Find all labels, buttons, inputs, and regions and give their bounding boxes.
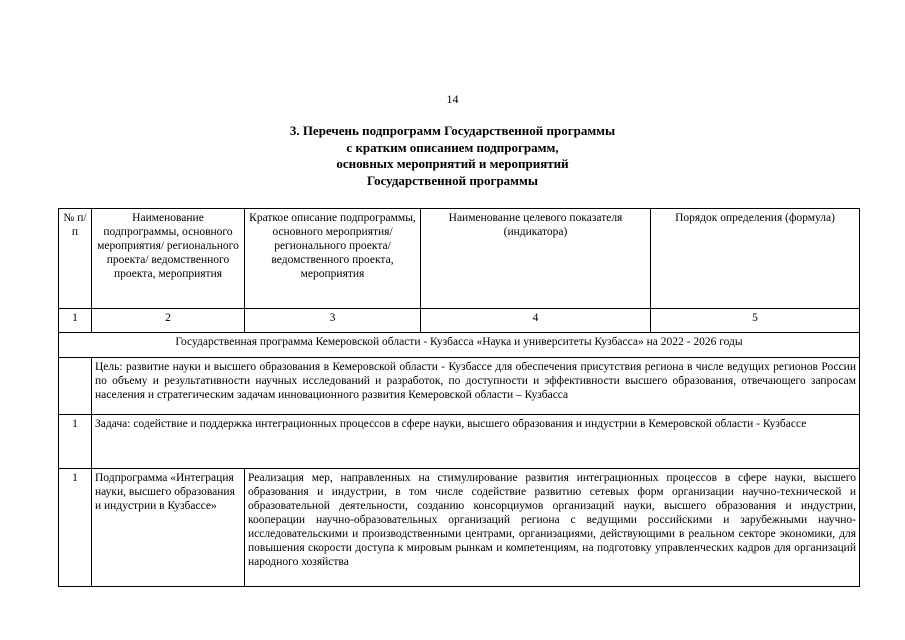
- subprogram-row: [59, 469, 860, 587]
- column-number: 5: [651, 309, 860, 333]
- goal-num-cell: [59, 358, 92, 415]
- program-name: Государственная программа Кемеровской области - Кузбасса «Наука и университеты Кузбасса» на 2022 - 2026 годы: [59, 333, 860, 358]
- task-row: [59, 415, 860, 469]
- subprogram-num: 1: [59, 469, 92, 587]
- column-number: 1: [59, 309, 92, 333]
- document-title: [0, 123, 905, 189]
- goal-text: Цель: развитие науки и высшего образования в Кемеровской области - Кузбассе для обеспечения присутствия региона в числе ведущих регионов России по объему и результативности научных исследований и разработок, по доступности и эффективности высшего образования, отвечающего запросам населения и стратегическим задачам инновационного развития Кемеровской области – Кузбасса: [92, 358, 860, 415]
- title-line-4: Государственной программы: [366, 172, 539, 188]
- subprogram-description: Реализация мер, направленных на стимулирование развития интеграционных процессов в сфере науки, высшего образования и индустрии, в том числе содействие развитию сетевых форм организации научно-технической и образовательной деятельности, созданию консорциумов организаций науки, высшего образования и индустрии, кооперации научно-образовательных организаций региона с ведущими российскими и зарубежными научно-исследовательскими и производственными центрами, организациями, действующими в реальном секторе экономики, для повышения скорости доступа к мировым рынкам и компетенциям, на подготовку управленческих кадров для организаций народного хозяйства: [245, 469, 860, 587]
- title-line-2: с кратким описанием подпрограмм,: [346, 139, 559, 155]
- subprograms-table: [58, 208, 860, 587]
- column-number-row: [59, 309, 860, 333]
- task-num: 1: [59, 415, 92, 469]
- task-text: Задача: содействие и поддержка интеграционных процессов в сфере науки, высшего образования и индустрии в Кемеровской области - Кузбассе: [92, 415, 860, 469]
- column-number: 3: [245, 309, 421, 333]
- header-description: Краткое описание подпрограммы, основного мероприятия/ регионального проекта/ ведомственного проекта, мероприятия: [245, 209, 421, 309]
- page-number: 14: [446, 92, 459, 106]
- goal-row: [59, 358, 860, 415]
- subprogram-name: Подпрограмма «Интеграция науки, высшего образования и индустрии в Кузбассе»: [92, 469, 245, 587]
- column-number: 4: [421, 309, 651, 333]
- header-indicator: Наименование целевого показателя (индикатора): [421, 209, 651, 309]
- header-num: № п/п: [59, 209, 92, 309]
- table-header-row: [59, 209, 860, 309]
- header-formula: Порядок определения (формула): [651, 209, 860, 309]
- header-name: Наименование подпрограммы, основного мероприятия/ регионального проекта/ ведомственного проекта, мероприятия: [92, 209, 245, 309]
- title-line-1: 3. Перечень подпрограмм Государственной программы: [289, 123, 616, 138]
- program-row: [59, 333, 860, 358]
- title-line-3: основных мероприятий и мероприятий: [336, 156, 569, 171]
- column-number: 2: [92, 309, 245, 333]
